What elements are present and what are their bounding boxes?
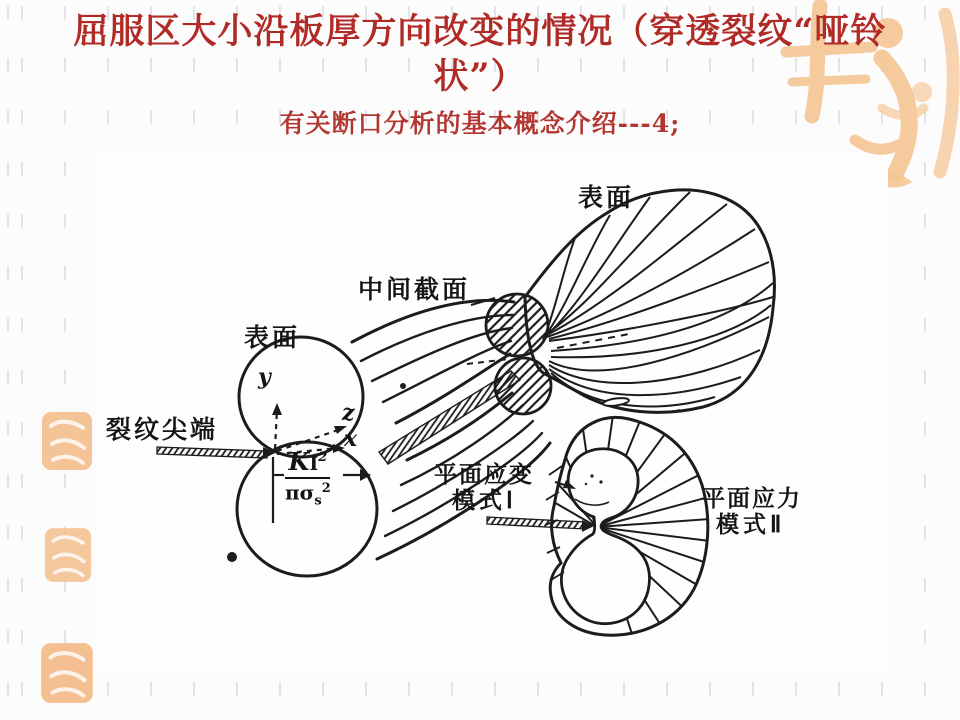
label-plane-stress: 平面应力 [702, 485, 802, 511]
plastic-zone-formula [285, 447, 331, 509]
title-block [0, 10, 960, 140]
seal-stamp-icon [38, 641, 96, 705]
axis-x-label: x [344, 426, 358, 452]
crack-tip-arrow [157, 447, 275, 459]
label-crack-tip: 裂纹尖端 [106, 416, 219, 444]
figure-panel [96, 158, 888, 666]
seal-stamp-icon [43, 526, 93, 584]
formula-denominator: $\pi\sigma_s^2$ [285, 480, 331, 509]
label-surface-right: 表面 [578, 184, 635, 212]
label-plane-strain: 平面应变 [434, 461, 534, 487]
seal-stamp-icon [40, 410, 94, 472]
axis-z-label: z [342, 400, 355, 426]
surface-fan-zone [525, 190, 774, 418]
label-plane-strain-mode: 模式Ⅰ [452, 487, 517, 513]
formula-numerator: KⅠ$^2$ [285, 450, 330, 479]
slide-subtitle: 有关断口分析的基本概念介绍---4; [279, 108, 681, 138]
label-surface-left: 表面 [244, 324, 301, 352]
label-plane-stress-mode: 模式Ⅱ [716, 511, 786, 537]
slide-title: 屈服区大小沿板厚方向改变的情况（穿透裂纹“哑铃状”） [73, 11, 887, 97]
axis-y-label: y [258, 364, 271, 390]
label-mid-section: 中间截面 [358, 276, 471, 304]
plastic-zone-diagram [105, 165, 880, 660]
